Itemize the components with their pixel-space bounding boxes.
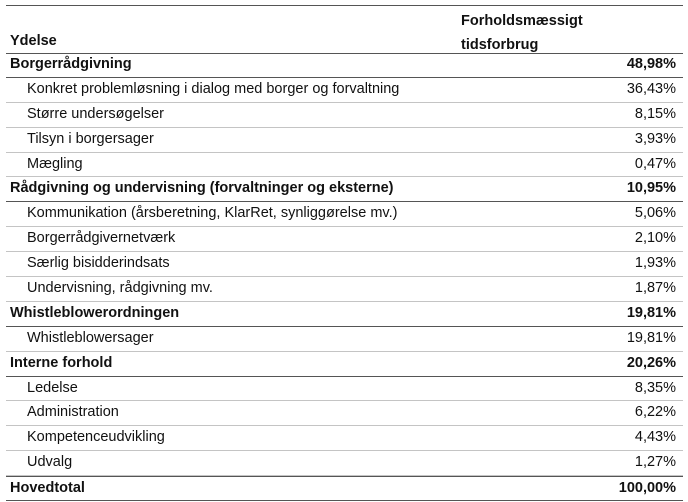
row-label: Undervisning, rådgivning mv. [27,280,213,297]
row-value: 20,26% [626,354,676,371]
table-group-row [6,177,683,202]
row-label: Hovedtotal [10,480,85,497]
row-label: Kompetenceudvikling [27,429,165,446]
row-value: 19,81% [626,329,676,346]
row-value: 8,15% [634,105,676,122]
row-value: 4,43% [634,429,676,446]
table-row [6,451,683,476]
row-value: 36,43% [626,80,676,97]
table-row [6,227,683,252]
row-value: 5,06% [634,205,676,222]
table-group-row [6,352,683,377]
row-label: Administration [27,404,119,421]
row-label: Konkret problemløsning i dialog med borger og forvaltning [27,80,400,97]
row-label: Rådgivning og undervisning (forvaltninger og eksterne) [10,180,394,197]
table-row [6,327,683,352]
row-label: Udvalg [27,454,73,471]
row-value: 10,95% [626,180,676,197]
table-row [6,128,683,153]
row-value: 1,27% [634,454,676,471]
table-body [6,53,683,501]
table-row [6,377,683,402]
column-header-time-share: Forholdsmæssigt tidsforbrug [461,13,583,53]
table-row [6,202,683,227]
row-value: 8,35% [634,379,676,396]
table-row [6,78,683,103]
row-label: Interne forhold [10,354,113,371]
row-value: 1,93% [634,255,676,272]
table-row [6,252,683,277]
column-header-service: Ydelse [10,33,57,49]
row-label: Kommunikation (årsberetning, KlarRet, synliggørelse mv.) [27,205,398,222]
table-header [6,5,683,54]
table-row [6,103,683,128]
table-total-row [6,476,683,501]
row-value: 19,81% [626,304,676,321]
row-value: 3,93% [634,130,676,147]
table-group-row [6,53,683,78]
row-label: Mægling [27,155,83,172]
table-row [6,401,683,426]
row-value: 1,87% [634,280,676,297]
row-label: Ledelse [27,379,78,396]
row-label: Større undersøgelser [27,105,164,122]
row-label: Whistleblowerordningen [10,304,180,321]
row-label: Særlig bisidderindsats [27,255,170,272]
row-label: Whistleblowersager [27,329,154,346]
row-label: Tilsyn i borgersager [27,130,154,147]
table-row [6,277,683,302]
row-value: 6,22% [634,404,676,421]
row-value: 0,47% [634,155,676,172]
table-group-row [6,302,683,327]
row-label: Borgerrådgivernetværk [27,230,176,247]
table-row [6,153,683,178]
row-value: 48,98% [626,56,676,72]
row-value: 100,00% [618,480,676,497]
row-label: Borgerrådgivning [10,56,132,72]
table-row [6,426,683,451]
row-value: 2,10% [634,230,676,247]
